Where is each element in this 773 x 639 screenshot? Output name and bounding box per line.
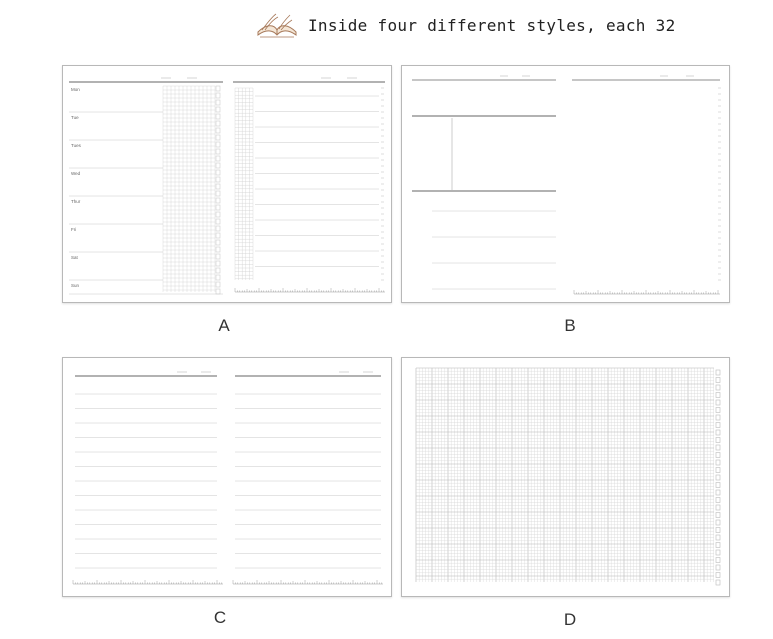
check-box	[216, 107, 220, 112]
check-box	[716, 565, 720, 570]
check-box	[216, 233, 220, 238]
check-box	[216, 289, 220, 294]
check-box	[716, 438, 720, 443]
check-box	[216, 226, 220, 231]
check-box	[216, 275, 220, 280]
style-a-layout	[63, 66, 391, 302]
check-box	[716, 580, 720, 585]
check-box	[716, 520, 720, 525]
check-box	[716, 385, 720, 390]
check-box	[716, 468, 720, 473]
check-box	[216, 268, 220, 273]
check-box	[716, 445, 720, 450]
check-box	[716, 498, 720, 503]
weekday-label: Mon	[71, 87, 80, 92]
check-box	[216, 93, 220, 98]
check-box	[216, 212, 220, 217]
check-box	[716, 528, 720, 533]
check-box	[716, 408, 720, 413]
check-box	[716, 378, 720, 383]
check-box	[216, 184, 220, 189]
header	[254, 8, 676, 42]
weekday-label: Tue	[71, 115, 79, 120]
check-box	[216, 100, 220, 105]
check-box	[716, 513, 720, 518]
check-box	[716, 490, 720, 495]
check-box	[216, 114, 220, 119]
check-box	[216, 163, 220, 168]
check-box	[716, 370, 720, 375]
check-box	[216, 135, 220, 140]
weekday-label: Tues	[71, 143, 81, 148]
check-box	[216, 254, 220, 259]
check-box	[216, 261, 220, 266]
check-box	[216, 156, 220, 161]
page-style-a	[62, 65, 392, 303]
check-box	[716, 430, 720, 435]
style-d-layout	[402, 358, 729, 596]
label-style-d: D	[563, 610, 577, 629]
check-box	[716, 415, 720, 420]
check-box	[716, 475, 720, 480]
check-box	[216, 205, 220, 210]
check-box	[716, 543, 720, 548]
check-box	[716, 505, 720, 510]
weekday-label: Wed	[71, 171, 81, 176]
weekday-label: Thur	[71, 199, 81, 204]
book-icon	[254, 10, 300, 40]
check-box	[216, 219, 220, 224]
check-box	[216, 86, 220, 91]
weekday-label: Sun	[71, 283, 80, 288]
check-box	[216, 177, 220, 182]
check-box	[216, 240, 220, 245]
check-box	[716, 400, 720, 405]
check-box	[716, 483, 720, 488]
header-title: Inside four different styles, each 32	[308, 15, 676, 35]
check-box	[216, 247, 220, 252]
page-style-b	[401, 65, 730, 303]
weekday-label: Sat	[71, 255, 78, 260]
check-box	[216, 128, 220, 133]
check-box	[716, 558, 720, 563]
check-box	[216, 170, 220, 175]
check-box	[716, 573, 720, 578]
page-style-c	[62, 357, 392, 597]
check-box	[716, 535, 720, 540]
page-style-d	[401, 357, 730, 597]
check-box	[716, 550, 720, 555]
style-c-layout	[63, 358, 391, 596]
check-box	[216, 142, 220, 147]
check-box	[216, 149, 220, 154]
check-box	[216, 121, 220, 126]
label-style-b: B	[564, 316, 576, 335]
style-b-layout	[402, 66, 729, 302]
check-box	[216, 198, 220, 203]
weekday-label: Fri	[71, 227, 77, 232]
check-box	[716, 453, 720, 458]
check-box	[716, 423, 720, 428]
check-box	[216, 282, 220, 287]
check-box	[716, 393, 720, 398]
check-box	[716, 460, 720, 465]
label-style-a: A	[218, 316, 230, 335]
check-box	[216, 191, 220, 196]
label-style-c: C	[213, 608, 227, 627]
